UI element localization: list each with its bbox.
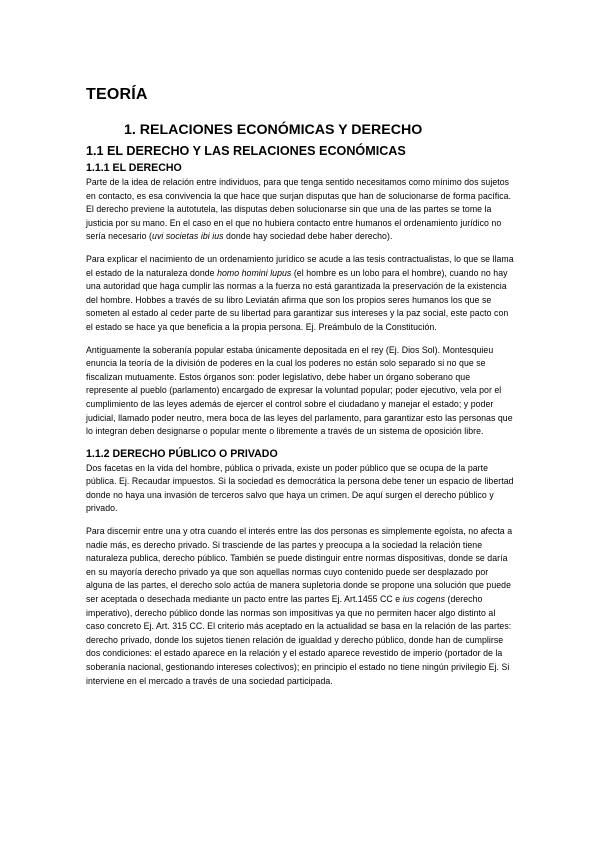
paragraph-text: donde hay sociedad debe haber derecho). bbox=[223, 231, 393, 242]
document-title: TEORÍA bbox=[86, 86, 148, 103]
latin-phrase: uvi societas ibi ius bbox=[152, 231, 224, 242]
paragraph bbox=[86, 176, 514, 244]
paragraph-text: Parte de la idea de relación entre individuos, para que tenga sentido necesitamos como mínimo dos sujetos en contacto, es esa convivencia la que hace que surjan disputas que han de solucionarse de forma pacífica. El derecho previene la autotutela, las disputas deben solucionarse sin que una de las partes se tome la justicia por su mano. En el caso en el que no hubiera contacto entre humanos el ordenamiento jurídico no sería necesario ( bbox=[86, 177, 512, 242]
subsection-heading-publico-privado: 1.1.2 DERECHO PÚBLICO O PRIVADO bbox=[86, 447, 278, 460]
paragraph-text: Para explicar el nacimiento de un ordenamiento jurídico se acude a las tesis contractualistas, lo que se llama el estado de la naturaleza donde bbox=[86, 253, 514, 278]
section-heading: 1.1 EL DERECHO Y LAS RELACIONES ECONÓMICAS bbox=[86, 144, 406, 158]
latin-phrase: homo homini lupus bbox=[217, 267, 292, 278]
paragraph-text: Para discernir entre una y otra cuando el interés entre las dos personas es simplemente egoísta, no afecta a nadie más, es derecho privado. Si trasciende de las partes y preocupa a la sociedad la relación tiene naturaleza publica, derecho público. También se puede distinguir entre normas dispositivas, donde se daría en su mayoría derecho privado ya que son aquellas normas cuyo contenido puede ser desplazado por alguna de las partes, el derecho solo actúa de manera supletoria donde se propone una solución que puede ser aceptada o desechada mediante un pacto entre las partes Ej. Art.1455 CC e bbox=[86, 526, 513, 605]
paragraph bbox=[86, 525, 514, 688]
chapter-heading: 1. RELACIONES ECONÓMICAS Y DERECHO bbox=[124, 122, 423, 138]
paragraph bbox=[86, 253, 514, 335]
paragraph: Antiguamente la soberanía popular estaba únicamente depositada en el rey (Ej. Dios Sol). Montesquieu enuncia la teoría de la división de poderes en la cual los poderes no están solo separado si no que se fiscalizan mutuamente. Estos órganos son: poder legislativo, debe haber un órgano soberano que represente al pueblo (parlamento) encargado de expresar la voluntad popular; poder ejecutivo, vela por el cumplimiento de las leyes además de ejercer el control sobre el ciudadano y manejar el estado; y poder judicial, llamado poder neutro, mera boca de las leyes del parlamento, para garantizar esto las personas que lo integran deben designarse o popular mente o libremente a través de un sistema de oposición libre. bbox=[86, 344, 513, 437]
paragraph-text: (derecho imperativo), derecho público donde las normas son impositivas ya que no permiten hacer algo distinto al caso concreto Ej. Art. 315 CC. El criterio más aceptado en la actualidad se basa en la relación de las partes: derecho privado, donde los sujetos tienen relación de igualdad y derecho público, donde han de cumplirse dos condiciones: el estado aparece en la relación y el estado aparece revestido de imperio (portador de la soberanía nacional, gestionando intereses colectivos); en principio el estado no tiene ningún privilegio Ej. Si interviene en el mercado a través de una sociedad participada. bbox=[86, 594, 512, 686]
paragraph-text: (el hombre es un lobo para el hombre), cuando no hay una autoridad que haga cumplir las normas a la fuerza no está garantizada la preservación de la existencia del hombre. Hobbes a través de su libro Leviatán afirma que son los propios seres humanos los que se someten al estado al ceder parte de su libertad para garantizar sus intereses y la paz social, este pacto con el estado se hace ya que beneficia a la propia persona. Ej. Preámbulo de la Constitución. bbox=[86, 267, 509, 332]
paragraph: Dos facetas en la vida del hombre, pública o privada, existe un poder público que se ocupa de la parte pública. Ej. Recaudar impuestos. Si la sociedad es democrática la persona debe tener un espacio de libertad donde no haya una invasión de terceros salvo que haya un crimen. De aquí surgen el derecho público y privado. bbox=[86, 462, 514, 514]
subsection-heading-derecho: 1.1.1 EL DERECHO bbox=[86, 162, 182, 174]
latin-phrase: ius cogens bbox=[402, 594, 446, 605]
